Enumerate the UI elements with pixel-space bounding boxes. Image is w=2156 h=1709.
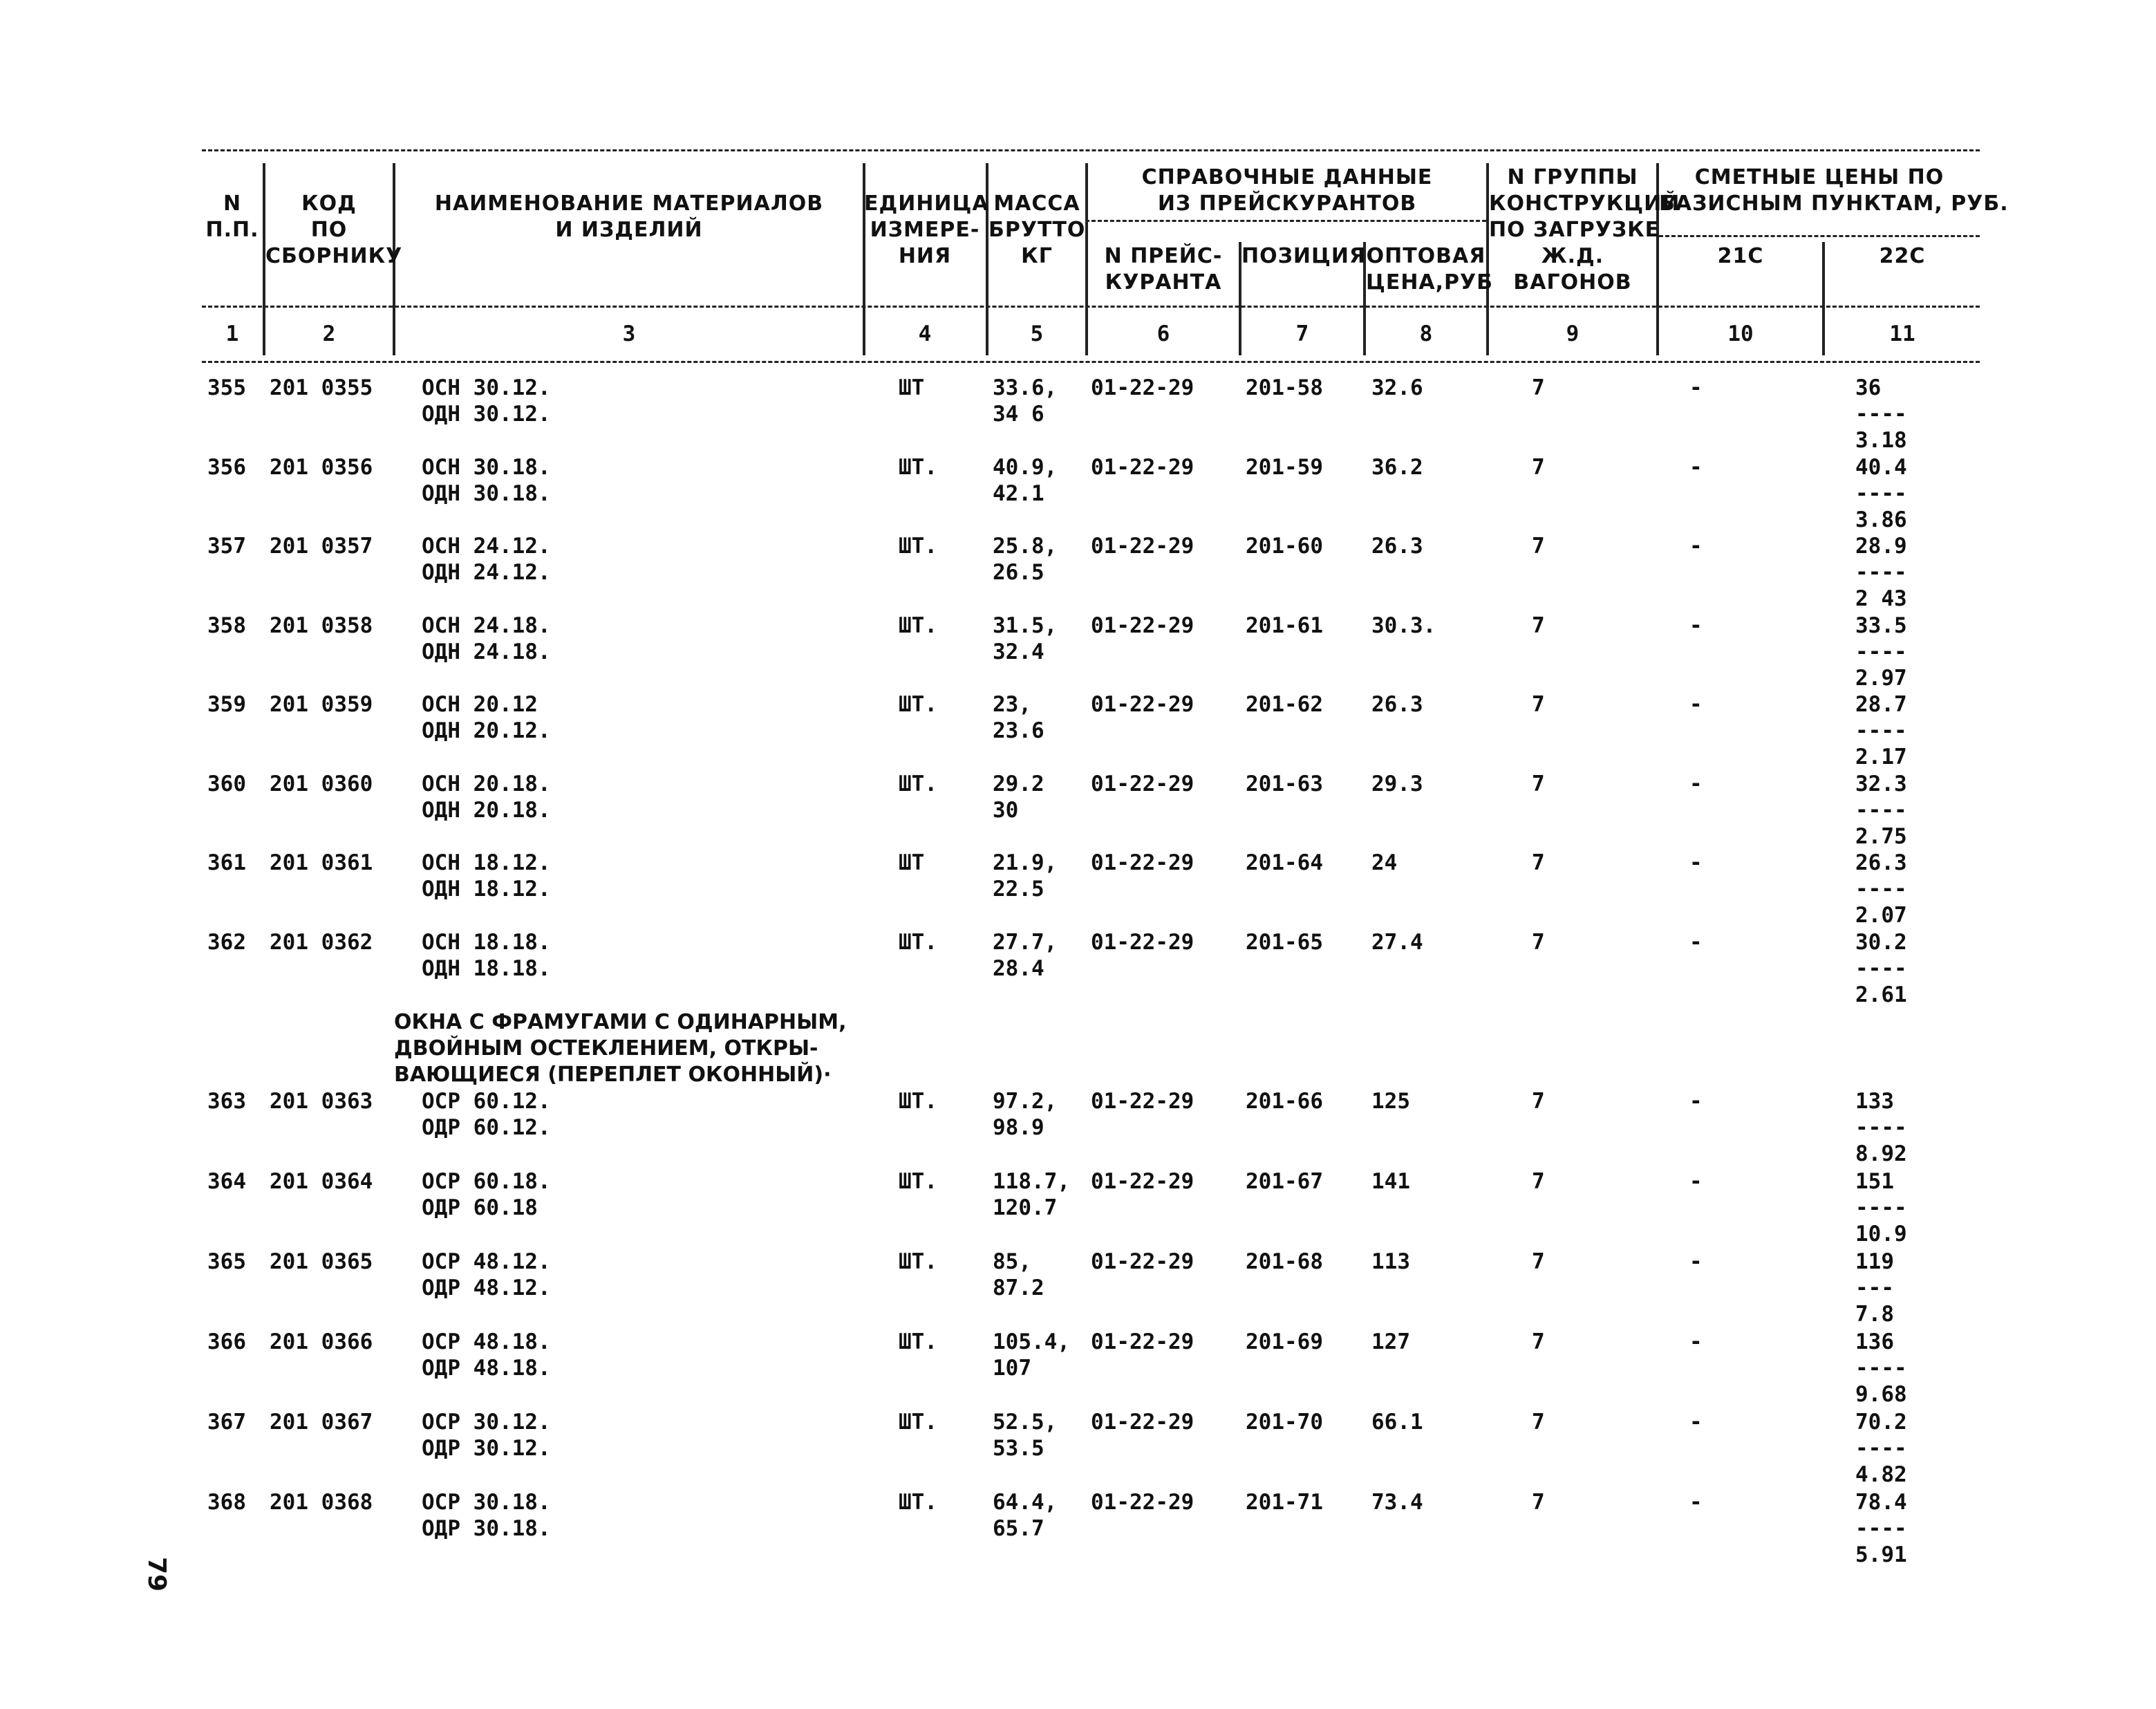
cell-unit: ШТ.	[899, 692, 937, 717]
cell-opt: 113	[1371, 1249, 1410, 1274]
cell-mass: 21.9, 22.5	[993, 850, 1058, 902]
cell-name: ОСР 48.18. ОДР 48.18.	[422, 1329, 551, 1381]
header-group-price: СМЕТНЫЕ ЦЕНЫ ПО БАЗИСНЫМ ПУНКТАМ, РУБ.	[1659, 165, 2009, 216]
cell-p21: -	[1689, 929, 1703, 955]
cell-pr: 01-22-29	[1091, 534, 1194, 559]
cell-p21: -	[1689, 375, 1703, 400]
cell-unit: ШТ.	[899, 1169, 937, 1194]
cell-name: ОСН 20.18. ОДН 20.18.	[422, 771, 551, 823]
cell-name: ОСН 20.12 ОДН 20.12.	[422, 692, 551, 743]
header-bottom-rule	[202, 306, 1980, 308]
cell-pos: 201-70	[1246, 1410, 1323, 1435]
cell-p21: -	[1689, 1410, 1703, 1435]
cell-pos: 201-65	[1246, 929, 1323, 955]
cell-name: ОСР 30.18. ОДР 30.18.	[422, 1490, 551, 1541]
cell-kod: 201 0367	[270, 1410, 373, 1435]
cell-name: ОСР 60.18. ОДР 60.18	[422, 1169, 551, 1220]
cell-grp: 7	[1532, 1089, 1545, 1114]
cell-p22: 119 --- 7.8	[1855, 1249, 1894, 1327]
cell-mass: 29.2 30	[993, 771, 1044, 823]
cell-mass: 27.7, 28.4	[993, 929, 1058, 981]
cell-p21: -	[1689, 1169, 1703, 1194]
cell-unit: ШТ.	[899, 1249, 937, 1274]
cell-unit: ШТ.	[899, 1490, 937, 1515]
cell-kod: 201 0358	[270, 613, 373, 638]
cell-name: ОСН 18.12. ОДН 18.12.	[422, 850, 551, 902]
header-col9: N ГРУППЫ КОНСТРУКЦИЙ ПО ЗАГРУЗКЕ Ж.Д. ВАГОНОВ	[1489, 165, 1680, 295]
cell-n: 368	[207, 1490, 246, 1515]
cell-pos: 201-63	[1246, 771, 1323, 796]
header-col3: НАИМЕНОВАНИЕ МАТЕРИАЛОВ И ИЗДЕЛИЙ	[434, 192, 824, 242]
cell-pr: 01-22-29	[1091, 1410, 1194, 1435]
cell-grp: 7	[1532, 375, 1545, 400]
cell-kod: 201 0355	[270, 375, 373, 400]
cell-unit: ШТ.	[899, 534, 937, 559]
cell-p21: -	[1689, 454, 1703, 480]
cell-mass: 52.5, 53.5	[993, 1410, 1058, 1461]
cell-p22: 33.5 ---- 2.97	[1855, 613, 1907, 691]
cell-mass: 33.6, 34 6	[993, 375, 1058, 427]
cell-pos: 201-60	[1246, 534, 1323, 559]
colnum-6: 6	[1156, 321, 1170, 346]
cell-n: 357	[207, 534, 246, 559]
cell-n: 361	[207, 850, 246, 875]
cell-n: 367	[207, 1410, 246, 1435]
cell-mass: 25.8, 26.5	[993, 534, 1058, 585]
colnum-9: 9	[1566, 321, 1579, 346]
header-top-rule	[202, 149, 1980, 151]
cell-n: 360	[207, 771, 246, 796]
cell-grp: 7	[1532, 1329, 1545, 1354]
cell-p22: 70.2 ---- 4.82	[1855, 1410, 1907, 1487]
cell-pr: 01-22-29	[1091, 1249, 1194, 1274]
header-col10: 21С	[1717, 244, 1764, 268]
cell-p21: -	[1689, 692, 1703, 717]
cell-p22: 28.9 ---- 2 43	[1855, 534, 1907, 611]
cell-pr: 01-22-29	[1091, 1169, 1194, 1194]
cell-opt: 36.2	[1371, 454, 1423, 480]
cell-n: 358	[207, 613, 246, 638]
cell-mass: 64.4, 65.7	[993, 1490, 1058, 1541]
cell-n: 364	[207, 1169, 246, 1194]
cell-name: ОСН 24.18. ОДН 24.18.	[422, 613, 551, 664]
cell-p22: 30.2 ---- 2.61	[1855, 929, 1907, 1007]
cell-name: ОСН 30.12. ОДН 30.12.	[422, 375, 551, 427]
cell-grp: 7	[1532, 929, 1545, 955]
cell-opt: 26.3	[1371, 534, 1423, 559]
colnum-8: 8	[1419, 321, 1433, 346]
cell-opt: 125	[1371, 1089, 1410, 1114]
cell-opt: 27.4	[1371, 929, 1423, 955]
cell-grp: 7	[1532, 1490, 1545, 1515]
cell-pos: 201-61	[1246, 613, 1323, 638]
cell-unit: ШТ	[899, 850, 925, 875]
cell-unit: ШТ.	[899, 929, 937, 955]
cell-grp: 7	[1532, 850, 1545, 875]
cell-grp: 7	[1532, 454, 1545, 480]
cell-kod: 201 0365	[270, 1249, 373, 1274]
cell-mass: 118.7, 120.7	[993, 1169, 1070, 1220]
cell-pos: 201-71	[1246, 1490, 1323, 1515]
cell-name: ОСН 30.18. ОДН 30.18.	[422, 454, 551, 506]
cell-p21: -	[1689, 1089, 1703, 1114]
header-col1: N П.П.	[205, 192, 259, 242]
colnum-5: 5	[1030, 321, 1044, 346]
cell-mass: 40.9, 42.1	[993, 454, 1058, 506]
cell-kod: 201 0368	[270, 1490, 373, 1515]
cell-kod: 201 0363	[270, 1089, 373, 1114]
header-col2: КОД ПО СБОРНИКУ	[265, 192, 403, 268]
header-col4: ЕДИНИЦА ИЗМЕРЕ- НИЯ	[864, 192, 989, 268]
cell-grp: 7	[1532, 771, 1545, 796]
page-number: 79	[142, 1556, 171, 1592]
cell-p22: 151 ---- 10.9	[1855, 1169, 1907, 1246]
cell-unit: ШТ	[899, 375, 925, 400]
colnum-3: 3	[622, 321, 636, 346]
cell-opt: 26.3	[1371, 692, 1423, 717]
cell-p21: -	[1689, 1329, 1703, 1354]
cell-kod: 201 0359	[270, 692, 373, 717]
column-numbers-rule	[202, 361, 1980, 363]
cell-name: ОСР 30.12. ОДР 30.12.	[422, 1410, 551, 1461]
cell-name: ОСР 48.12. ОДР 48.12.	[422, 1249, 551, 1300]
cell-p22: 78.4 ---- 5.91	[1855, 1490, 1907, 1567]
cell-p21: -	[1689, 613, 1703, 638]
cell-n: 356	[207, 454, 246, 480]
cell-pr: 01-22-29	[1091, 1329, 1194, 1354]
cell-pos: 201-69	[1246, 1329, 1323, 1354]
cell-n: 362	[207, 929, 246, 955]
cell-grp: 7	[1532, 534, 1545, 559]
cell-grp: 7	[1532, 1410, 1545, 1435]
group-heading: ОКНА С ФРАМУГАМИ С ОДИНАРНЫМ, ДВОЙНЫМ ОСТЕКЛЕНИЕМ, ОТКРЫ- ВАЮЩИЕСЯ (ПЕРЕПЛЕТ ОКОННЫЙ)·	[394, 1010, 847, 1087]
cell-opt: 73.4	[1371, 1490, 1423, 1515]
cell-p22: 36 ---- 3.18	[1855, 375, 1907, 453]
cell-pr: 01-22-29	[1091, 613, 1194, 638]
colnum-11: 11	[1889, 321, 1915, 346]
cell-mass: 105.4, 107	[993, 1329, 1070, 1381]
cell-p22: 40.4 ---- 3.86	[1855, 454, 1907, 532]
cell-kod: 201 0366	[270, 1329, 373, 1354]
cell-p21: -	[1689, 1490, 1703, 1515]
cell-opt: 141	[1371, 1169, 1410, 1194]
cell-opt: 32.6	[1371, 375, 1423, 400]
cell-pos: 201-66	[1246, 1089, 1323, 1114]
cell-pos: 201-59	[1246, 454, 1323, 480]
cell-mass: 23, 23.6	[993, 692, 1044, 743]
header-col11: 22С	[1879, 244, 1926, 268]
cell-p21: -	[1689, 771, 1703, 796]
cell-pos: 201-67	[1246, 1169, 1323, 1194]
subheader-rule	[1085, 220, 1486, 222]
colnum-1: 1	[225, 321, 239, 346]
cell-kod: 201 0360	[270, 771, 373, 796]
header-col7: ПОЗИЦИЯ	[1241, 244, 1367, 268]
cell-opt: 24	[1371, 850, 1398, 875]
cell-pr: 01-22-29	[1091, 692, 1194, 717]
cell-p22: 32.3 ---- 2.75	[1855, 771, 1907, 849]
cell-opt: 66.1	[1371, 1410, 1423, 1435]
cell-n: 365	[207, 1249, 246, 1274]
cell-p22: 133 ---- 8.92	[1855, 1089, 1907, 1166]
colnum-2: 2	[322, 321, 336, 346]
cell-unit: ШТ.	[899, 1089, 937, 1114]
header-col5: МАССА БРУТТО КГ	[988, 192, 1086, 268]
cell-grp: 7	[1532, 1169, 1545, 1194]
cell-unit: ШТ.	[899, 613, 937, 638]
cell-pos: 201-64	[1246, 850, 1323, 875]
cell-n: 363	[207, 1089, 246, 1114]
cell-grp: 7	[1532, 613, 1545, 638]
header-col6: N ПРЕЙС- КУРАНТА	[1104, 244, 1223, 295]
cell-p21: -	[1689, 850, 1703, 875]
cell-pr: 01-22-29	[1091, 375, 1194, 400]
cell-pr: 01-22-29	[1091, 929, 1194, 955]
cell-n: 366	[207, 1329, 246, 1354]
cell-unit: ШТ.	[899, 771, 937, 796]
cell-pr: 01-22-29	[1091, 454, 1194, 480]
cell-kod: 201 0356	[270, 454, 373, 480]
cell-pos: 201-58	[1246, 375, 1323, 400]
cell-p22: 136 ---- 9.68	[1855, 1329, 1907, 1407]
cell-pos: 201-62	[1246, 692, 1323, 717]
subheader-rule-prices	[1659, 235, 1980, 237]
cell-pos: 201-68	[1246, 1249, 1323, 1274]
cell-opt: 30.3.	[1371, 613, 1436, 638]
cell-kod: 201 0361	[270, 850, 373, 875]
cell-p21: -	[1689, 1249, 1703, 1274]
cell-unit: ШТ.	[899, 454, 937, 480]
colnum-4: 4	[918, 321, 932, 346]
header-col8: ОПТОВАЯ ЦЕНА,РУБ	[1366, 244, 1494, 295]
cell-opt: 29.3	[1371, 771, 1423, 796]
cell-n: 359	[207, 692, 246, 717]
cell-pr: 01-22-29	[1091, 771, 1194, 796]
cell-pr: 01-22-29	[1091, 1089, 1194, 1114]
colnum-7: 7	[1295, 321, 1309, 346]
cell-opt: 127	[1371, 1329, 1410, 1354]
cell-mass: 31.5, 32.4	[993, 613, 1058, 664]
cell-kod: 201 0364	[270, 1169, 373, 1194]
colnum-10: 10	[1727, 321, 1754, 346]
cell-pr: 01-22-29	[1091, 850, 1194, 875]
cell-grp: 7	[1532, 692, 1545, 717]
cell-kod: 201 0357	[270, 534, 373, 559]
cell-unit: ШТ.	[899, 1329, 937, 1354]
cell-p22: 26.3 ---- 2.07	[1855, 850, 1907, 928]
header-group-ref: СПРАВОЧНЫЕ ДАННЫЕ ИЗ ПРЕЙСКУРАНТОВ	[1141, 165, 1433, 216]
cell-kod: 201 0362	[270, 929, 373, 955]
cell-name: ОСН 24.12. ОДН 24.12.	[422, 534, 551, 585]
cell-grp: 7	[1532, 1249, 1545, 1274]
cell-unit: ШТ.	[899, 1410, 937, 1435]
cell-p21: -	[1689, 534, 1703, 559]
cell-n: 355	[207, 375, 246, 400]
cell-mass: 85, 87.2	[993, 1249, 1044, 1300]
cell-mass: 97.2, 98.9	[993, 1089, 1058, 1140]
cell-name: ОСН 18.18. ОДН 18.18.	[422, 929, 551, 981]
cell-name: ОСР 60.12. ОДР 60.12.	[422, 1089, 551, 1140]
cell-pr: 01-22-29	[1091, 1490, 1194, 1515]
cell-p22: 28.7 ---- 2.17	[1855, 692, 1907, 769]
